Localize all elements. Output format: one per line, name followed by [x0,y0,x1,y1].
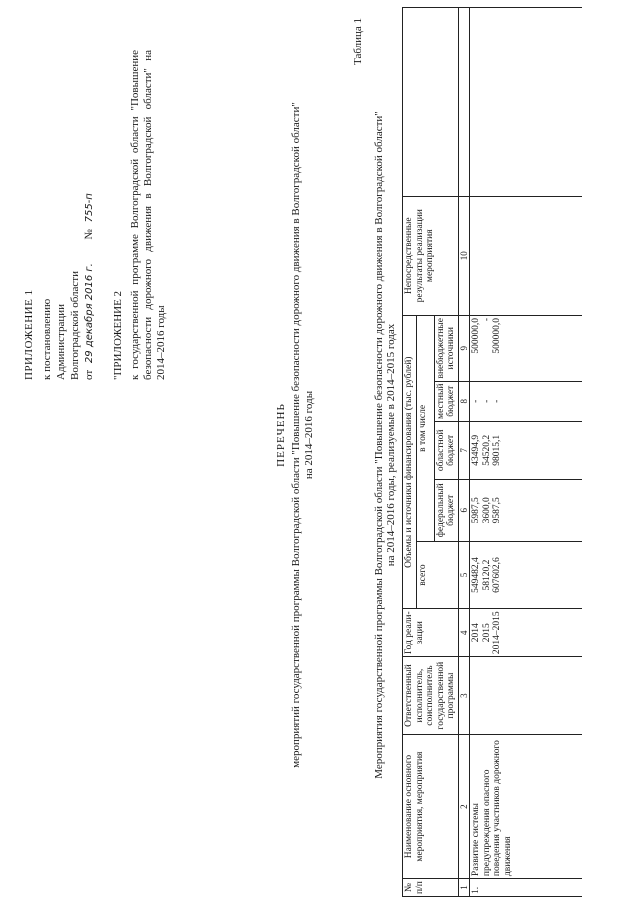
column-number: 4 [458,609,470,657]
header-including: в том числе [416,315,434,541]
local-value: - [492,399,502,403]
year-value: 2014 [471,623,481,643]
regional-value: 54520,2 [481,434,492,466]
column-number: 7 [458,421,470,479]
total-value: 58120,2 [481,559,492,591]
row-regional [470,421,582,479]
regional-value: 98015,1 [492,434,502,466]
federal-value: 3600,0 [481,497,492,524]
appendix2-text: к государственной программе Волгоградской области "Повышение безопасности дорожного движения в Волгоградской области" на 2014–2016 годы [129,50,167,380]
appendix-line: Волгоградской области [69,271,81,380]
header-year: Год реали-зации [403,609,459,657]
header-extra: внебюджетные источники [434,315,458,381]
row-results [470,196,582,315]
year-value: 2015 [481,623,492,643]
column-number: 10 [458,196,470,315]
column-number: 8 [458,381,470,421]
appendix-line: к постановлению [41,298,53,380]
appendix-block [22,50,168,380]
local-value: - [471,399,481,403]
header-name: Наименование основного мероприятия, мероприятия [403,735,459,879]
column-number-row [458,8,470,897]
column-number: 6 [458,479,470,541]
column-number: 2 [458,735,470,879]
header-local: местный бюджет [434,381,458,421]
total-value: 549482,4 [471,557,481,593]
row-blank [470,8,582,197]
document-title [275,85,316,785]
local-value: - [481,399,492,403]
header-num: № п/п [403,879,459,897]
column-number: 1 [458,879,470,897]
appendix-heading: ПРИЛОЖЕНИЕ 1 [23,289,35,380]
table-label: Таблица 1 [352,17,364,65]
header-federal: федеральный бюджет [434,479,458,541]
total-value: 607602,6 [492,557,502,593]
column-number-blank [458,8,470,197]
row-local [470,381,582,421]
measures-table [402,7,582,897]
header-blank [403,8,459,197]
extra-value: - [481,317,492,322]
extra-value: 500000,0 [492,317,502,354]
row-extra [470,315,582,381]
table-caption [373,45,397,845]
title-line: мероприятий государственной программы Волгоградской области "Повышение безопасности дорожного движения в Волгоградской области" [290,102,302,768]
column-number: 3 [458,657,470,735]
header-funding: Объемы и источники финансирования (тыс. рублей) [403,315,417,608]
row-num: 1. [470,879,582,897]
appendix-line: Администрации [55,303,67,380]
federal-value: 5987,5 [471,497,481,524]
row-federal [470,479,582,541]
row-name: Развитие системы предупреждения опасного поведения участников дорожного движения [470,735,582,879]
federal-value: 9587,5 [492,497,502,524]
decree-date-line [82,50,97,380]
number-prefix: № [83,229,95,240]
row-executor [470,657,582,735]
date-prefix: от [83,369,95,380]
regional-value: 43494,9 [471,434,481,466]
column-number: 9 [458,315,470,381]
table-row [470,8,582,897]
caption-line: Мероприятия государственной программы Волгоградской области "Повышение безопасности дорожного движения в Волгоградской области" [373,111,385,779]
year-value: 2014–2015 [492,611,502,655]
extra-value: 500000,0 [471,317,481,354]
title-line: на 2014–2016 годы [303,390,315,480]
caption-line: на 2014–2016 годы, реализуемые в 2014–2015 годах [385,323,397,567]
row-total [470,541,582,609]
column-number: 5 [458,541,470,609]
header-executor: Ответственный исполнитель, соисполнитель государственной программы [403,657,459,735]
header-results: Непосредственные результаты реализации мероприятия [403,196,459,315]
row-years [470,609,582,657]
appendix2-heading: "ПРИЛОЖЕНИЕ 2 [112,290,124,380]
decree-date: 29 декабря 2016 г. [84,263,95,364]
header-regional: областной бюджет [434,421,458,479]
title-perechen: ПЕРЕЧЕНЬ [275,403,287,467]
header-total: всего [416,541,458,609]
decree-number: 755-п [84,193,95,223]
